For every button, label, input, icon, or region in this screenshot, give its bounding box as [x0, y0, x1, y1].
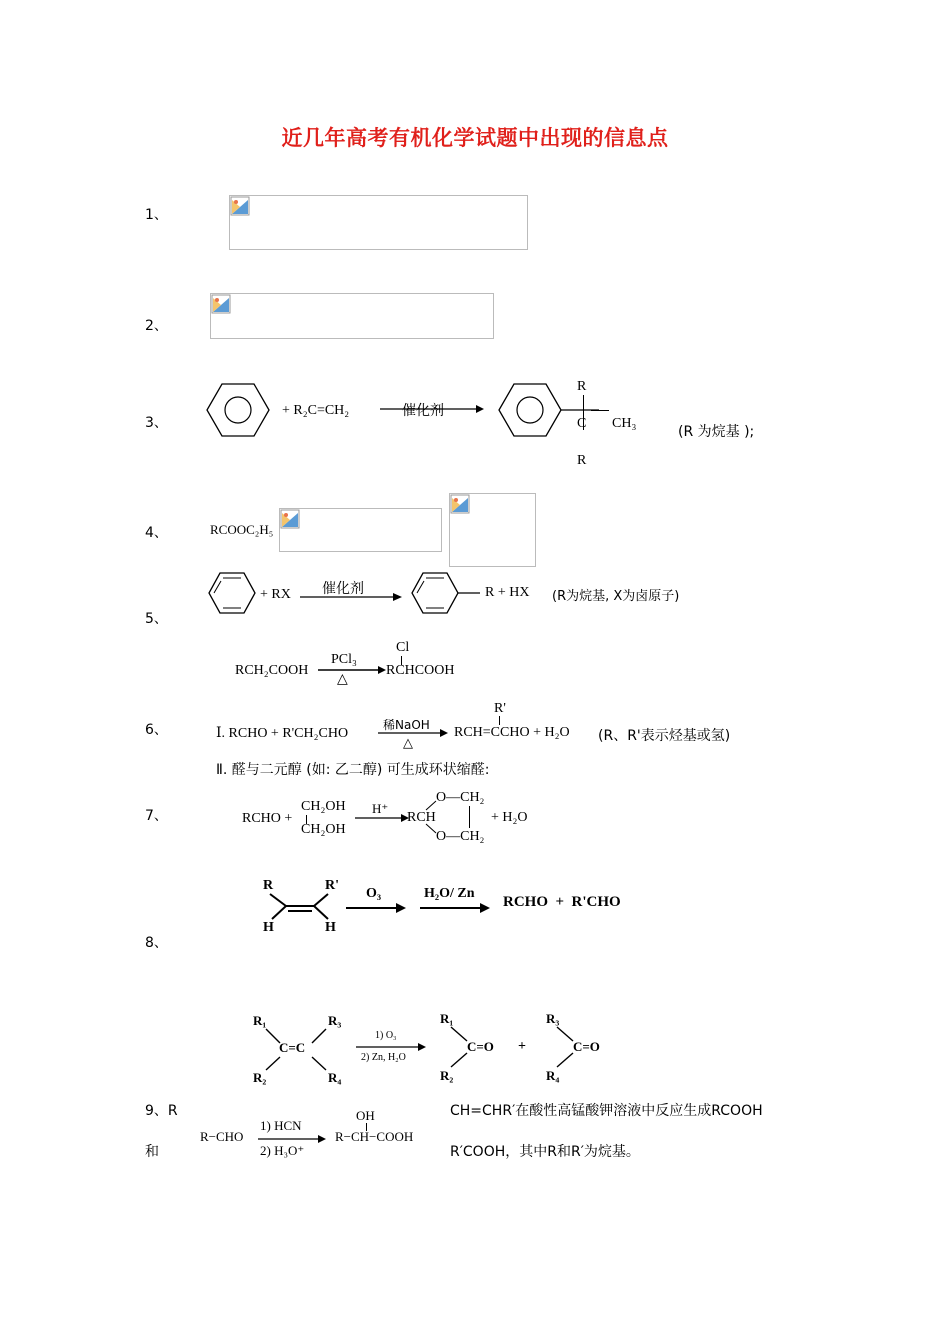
- item-number-8: 8、: [145, 935, 168, 951]
- broken-image-icon: [230, 196, 250, 216]
- item-number-4: 4、: [145, 525, 168, 541]
- item6-bond: [499, 716, 500, 725]
- item3-ch3: CH₃: [612, 416, 637, 431]
- broken-image-icon: [280, 509, 300, 529]
- item8b-r3-product: R₃: [546, 1011, 560, 1026]
- item9-text2: R′COOH，其中R和R′为烷基。: [450, 1144, 640, 1160]
- item6-line1-product: RCH=CCHO + H₂O: [454, 725, 570, 740]
- item9-oh: OH: [356, 1108, 375, 1123]
- item5-reactant2: RCH₂COOH: [235, 663, 309, 678]
- item-number-9: 9、R: [145, 1103, 178, 1119]
- reaction-arrow-icon: [420, 901, 492, 915]
- item8a-h1: H: [263, 920, 274, 935]
- item8b-r1: R₁: [253, 1013, 267, 1028]
- item9-text1: CH=CHR′在酸性高锰酸钾溶液中反应生成RCOOH: [450, 1103, 763, 1119]
- item8a-h2: H: [325, 920, 336, 935]
- reaction-arrow-icon: [318, 664, 388, 676]
- item8a-r: R: [263, 878, 274, 893]
- benzene-ring-icon: [205, 380, 271, 440]
- item9-step2: 2) H₃O⁺: [260, 1143, 305, 1158]
- item8a-reagent2: H₂O/ Zn: [424, 886, 475, 901]
- item9-step1: 1) HCN: [260, 1118, 302, 1133]
- item8b-plus: +: [518, 1039, 526, 1054]
- item8b-cc: C=C: [279, 1040, 306, 1055]
- item-number-7: 7、: [145, 808, 168, 824]
- item9-product: R−CH−COOH: [335, 1129, 414, 1144]
- item8b-r4: R₄: [328, 1070, 342, 1085]
- broken-image-4: [449, 493, 536, 567]
- item8b-co2: C=O: [573, 1039, 600, 1054]
- item8b-step2: 2) Zn, H₂O: [361, 1052, 406, 1063]
- item7-water: + H₂O: [491, 810, 528, 825]
- item3-note: (R 为烷基 );: [678, 424, 755, 440]
- item9-and: 和: [145, 1144, 159, 1160]
- item5-rx: + RX: [260, 587, 291, 602]
- reaction-arrow-icon: [380, 402, 486, 416]
- broken-image-icon: [450, 494, 470, 514]
- item-number-6: 6、: [145, 722, 168, 738]
- broken-image-icon: [211, 294, 231, 314]
- reaction-arrow-icon: [356, 1042, 428, 1052]
- item5-cl: Cl: [396, 640, 410, 655]
- item4-formula: RCOOC₂H₅: [210, 522, 274, 537]
- item-number-1: 1、: [145, 207, 168, 223]
- reaction-arrow-icon: [355, 812, 411, 824]
- item8b-r4-product: R₄: [546, 1068, 560, 1083]
- reaction-arrow-icon: [346, 901, 408, 915]
- item3-r-top: R: [577, 379, 587, 394]
- item7-catalyst: H⁺: [372, 801, 389, 816]
- item6-line1-note: (R、R'表示烃基或氢): [598, 728, 731, 744]
- item5-note: (R为烷基, X为卤原子): [552, 589, 680, 604]
- item5-heat: △: [337, 672, 348, 687]
- page-title: 近几年高考有机化学试题中出现的信息点: [281, 126, 669, 150]
- item8b-r3: R₃: [328, 1013, 342, 1028]
- item5-product2: RCHCOOH: [386, 663, 455, 678]
- item7-product-rch: RCH: [407, 810, 436, 825]
- item8b-r2: R₂: [253, 1070, 267, 1085]
- item7-diol-bottom: CH₂OH: [301, 822, 346, 837]
- broken-image-1: [229, 195, 528, 250]
- item8a-reagent1: O₃: [366, 886, 382, 901]
- item6-line2: Ⅱ. 醛与二元醇 (如: 乙二醇) 可生成环状缩醛:: [216, 762, 490, 778]
- item3-c: C: [577, 416, 587, 431]
- item7-ring-bond: [469, 806, 470, 828]
- item8a-products: RCHO + R'CHO: [503, 894, 621, 910]
- item-number-5: 5、: [145, 611, 168, 627]
- item8b-co1: C=O: [467, 1039, 494, 1054]
- item8a-alkene: [266, 892, 336, 922]
- reaction-arrow-icon: [378, 727, 450, 739]
- item5-reagent2: PCl₃: [331, 652, 357, 667]
- item7-diol-top: CH₂OH: [301, 799, 346, 814]
- item7-o-ch2-bottom: O—CH₂: [436, 829, 485, 844]
- item6-r-prime: R': [494, 701, 506, 716]
- item8b-r1-product: R₁: [440, 1011, 454, 1026]
- reaction-arrow-icon: [300, 590, 404, 604]
- broken-image-2: [210, 293, 494, 339]
- benzene-ring-icon: [410, 570, 482, 616]
- item3-r-bottom: R: [577, 453, 587, 468]
- item3-reagent: + R₂C=CH₂: [282, 403, 350, 418]
- item8a-r-prime: R': [325, 878, 339, 893]
- item8b-r2-product: R₂: [440, 1068, 454, 1083]
- item6-heat: △: [403, 735, 413, 750]
- item7-o-ch2-top: O—CH₂: [436, 790, 485, 805]
- item-number-3: 3、: [145, 415, 168, 431]
- item3-catalyst: 催化剂: [402, 403, 444, 419]
- item3-bond-ch3: [591, 410, 609, 411]
- item5-catalyst: 催化剂: [322, 581, 364, 597]
- broken-image-3: [279, 508, 442, 552]
- item5-product: R + HX: [485, 585, 530, 600]
- item7-reactant: RCHO +: [242, 811, 293, 826]
- item-number-2: 2、: [145, 318, 168, 334]
- item8b-step1: 1) O₃: [375, 1030, 397, 1041]
- item6-line1-prefix: Ⅰ. RCHO + R'CH₂CHO: [216, 726, 349, 741]
- benzene-ring-icon: [207, 570, 257, 616]
- item9-reactant: R−CHO: [200, 1129, 244, 1144]
- item6-reagent: 稀NaOH: [383, 718, 430, 732]
